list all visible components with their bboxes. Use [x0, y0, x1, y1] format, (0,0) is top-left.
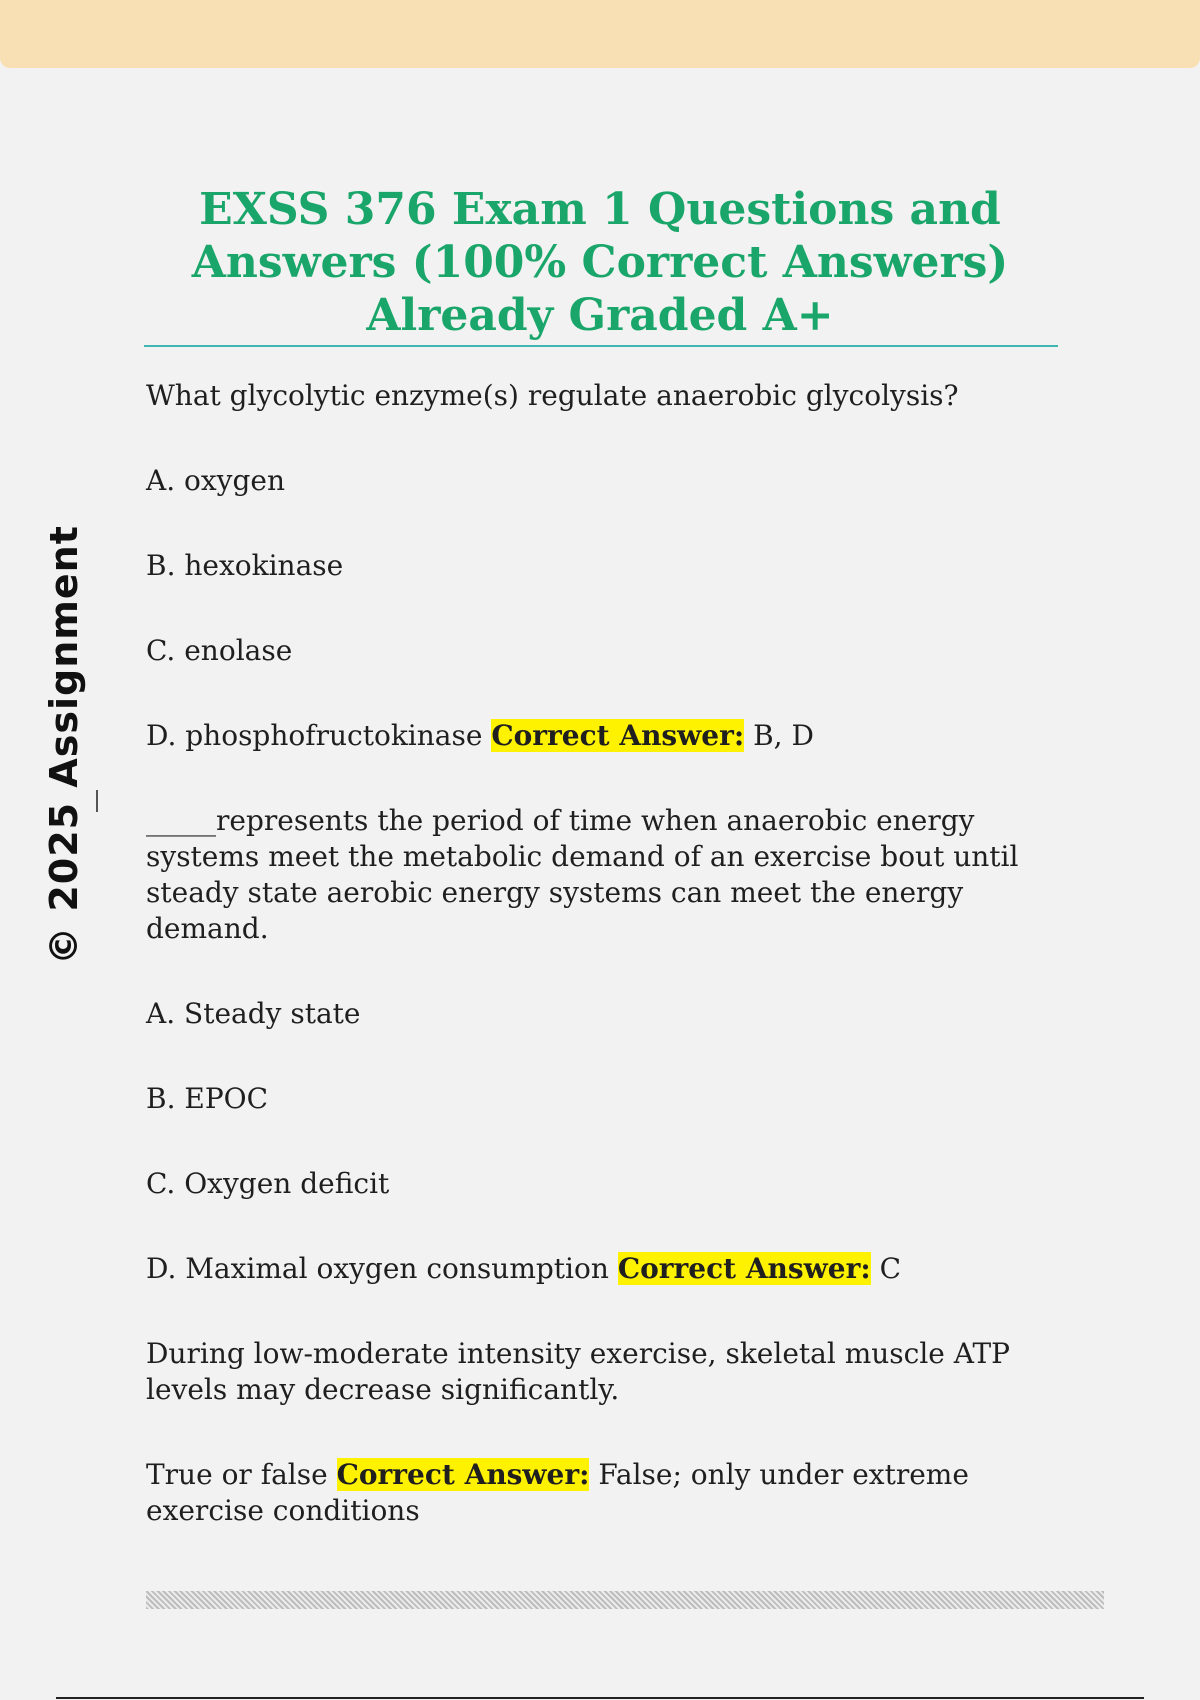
question-list [146, 378, 1046, 1529]
question-1-option-b: B. hexokinase [146, 549, 344, 582]
title-divider [144, 345, 1058, 347]
question-2-prompt: _____represents the period of time when anaerobic energy systems meet the metabolic demand of an exercise bout until steady state aerobic energy systems can meet the energy demand. [146, 804, 1019, 945]
question-1-answer-label: Correct Answer: [491, 719, 745, 752]
question-2-option-b: B. EPOC [146, 1082, 269, 1115]
question-3-answer-value: False; only under extreme exercise conditions [146, 1458, 969, 1527]
watermark-tick [96, 790, 98, 812]
page-title: EXSS 376 Exam 1 Questions and Answers (100% Correct Answers) Already Graded A+ [191, 184, 1009, 341]
question-1-option-d: D. phosphofructokinase [146, 719, 483, 752]
question-2-option-d-with-answer [146, 1251, 1046, 1287]
question-1-answer-value: B, D [753, 719, 814, 752]
copyright-watermark: © 2025 Assignment [42, 525, 86, 965]
question-3-prompt: During low-moderate intensity exercise, skeletal muscle ATP levels may decrease significantly. [146, 1337, 1010, 1406]
top-banner [0, 0, 1200, 68]
question-3-option-with-answer [146, 1457, 1046, 1529]
question-3-answer-label: Correct Answer: [336, 1458, 590, 1491]
question-2-option-a: A. Steady state [146, 997, 361, 1030]
question-1-option-d-with-answer [146, 718, 1046, 754]
question-2-answer-value: C [879, 1252, 902, 1285]
question-1-prompt: What glycolytic enzyme(s) regulate anaerobic glycolysis? [146, 379, 959, 412]
bottom-rule [56, 1697, 1144, 1699]
question-2-answer-label: Correct Answer: [617, 1252, 871, 1285]
question-3-option: True or false [146, 1458, 328, 1491]
question-2-option-c: C. Oxygen deficit [146, 1167, 390, 1200]
question-1-option-c: C. enolase [146, 634, 293, 667]
question-2-option-d: D. Maximal oxygen consumption [146, 1252, 609, 1285]
question-1-option-a: A. oxygen [146, 464, 286, 497]
hatched-separator [146, 1591, 1104, 1609]
